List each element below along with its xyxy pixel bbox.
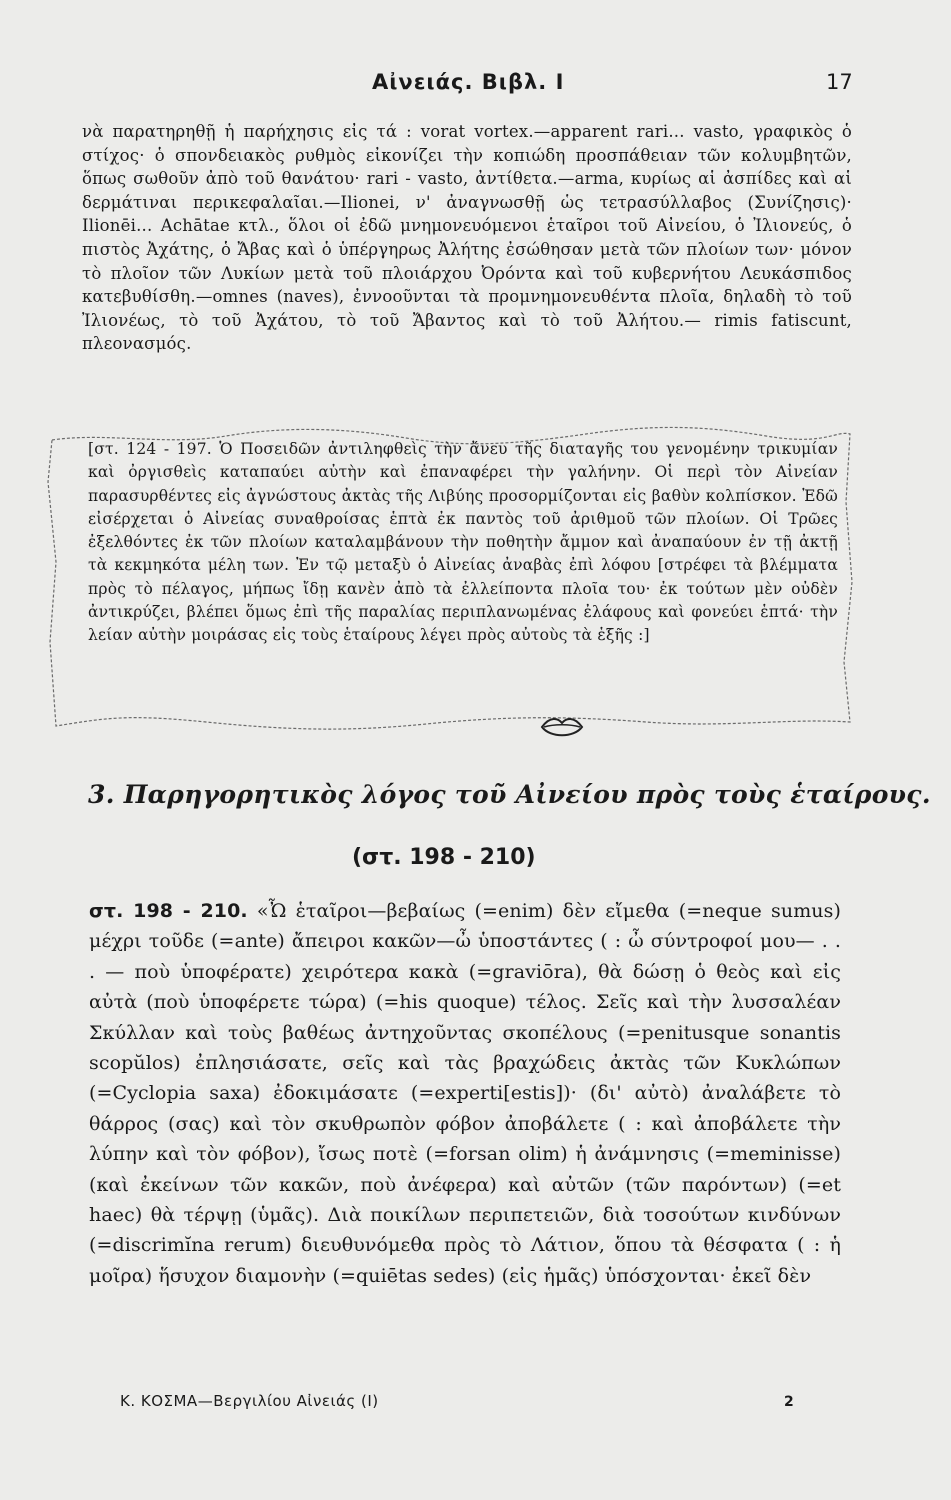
- translation-text: «Ὦ ἑταῖροι—βεβαίως (=enim) δὲν εἴμεθα (=neque sumus) μέχρι τοῦδε (=ante) ἄπειροι κακῶν—ὦ ὑποστάντες ( : ὦ σύντροφοί μου— . . . — ποὺ ὑποφέρατε) χειρότερα κακὰ (=graviōra), θὰ δώσῃ ὁ θεὸς καὶ εἰς αὐτὰ (ποὺ ὑποφέρετε τώρα) (=his quoque) τέλος. Σεῖς καὶ τὴν λυσσαλέαν Σκύλλαν καὶ τοὺς βαθέως ἀντηχοῦντας σκοπέλους (=penitusque sonantis scopŭlos) ἐπλησιάσατε, σεῖς καὶ τὰς βραχώδεις ἀκτὰς τῶν Κυκλώπων (=Cyclopia saxa) ἐδοκιμάσατε (=experti[estis])· (δι' αὐτὸ) ἀναλάβετε τὸ θάρρος (σας) καὶ τὸν σκυθρωπὸν φόβον ἀποβάλετε ( : καὶ ἀποβάλετε τὴν λύπην καὶ τὸν φόβον), ἴσως ποτὲ (=forsan olim) ἡ ἀνάμνησις (=meminisse) (καὶ ἐκείνων τῶν κακῶν, ποὺ ἀνέφερα) καὶ αὐτῶν (τῶν παρόντων) (=et haec) θὰ τέρψῃ (ὑμᾶς). Διὰ ποικίλων περιπετειῶν, διὰ τοσούτων κινδύνων (=discrimĭna rerum) διευθυνόμεθα πρὸς τὸ Λάτιον, ὅπου τὰ θέσφατα ( : ἡ μοῖρα) ἥσυχον διαμονὴν (=quiētas sedes) (εἰς ἡμᾶς) ὑπόσχονται· ἐκεῖ δὲν: [89, 900, 842, 1287]
- verse-reference: στ. 198 - 210.: [89, 900, 248, 922]
- page-number: 17: [826, 70, 853, 94]
- translation-paragraph: [89, 896, 841, 1291]
- running-header: [0, 66, 951, 102]
- signature-mark: 2: [784, 1394, 794, 1410]
- commentary-block: [82, 120, 852, 356]
- commentary-text: νὰ παρατηρηθῇ ἡ παρήχησις εἰς τά : vorat vortex.—apparent rari... vasto, γραφικὸς ὁ στίχος· ὁ σπονδειακὸς ρυθμὸς εἰκονίζει τὴν κοπιώδη προσπάθειαν τῶν κολυμβητῶν, ὅπως σωθοῦν ἀπὸ τοῦ θανάτου· rari - vasto, ἀντίθετα.—arma, κυρίως αἱ ἀσπίδες καὶ αἱ δερμάτιναι περικεφαλαῖαι.—Ilionei, ν' ἀναγνωσθῇ ὡς τετρασύλλαβος (Συνίζησις)· Ilionēi... Achātae κτλ., ὅλοι οἱ ἐδῶ μνημονευόμενοι ἑταῖροι τοῦ Αἰνείου, ὁ Ἰλιονεύς, ὁ πιστὸς Ἀχάτης, ὁ Ἄβας καὶ ὁ ὑπέργηρως Ἀλήτης ἐσώθησαν μετὰ τῶν πλοίων των· μόνον τὸ πλοῖον τῶν Λυκίων μετὰ τοῦ πλοιάρχου Ὀρόντα καὶ τοῦ κυβερνήτου Λευκάσπιδος κατεβυθίσθη.—omnes (naves), ἐννοοῦνται τὰ προμνημονευθέντα πλοῖα, δηλαδὴ τὸ τοῦ Ἰλιονέως, τὸ τοῦ Ἀχάτου, τὸ τοῦ Ἄβαντος καὶ τὸ τοῦ Ἀλήτου.— rimis fatiscunt, πλεονασμός.: [82, 122, 852, 354]
- footer-signature: Κ. ΚΟΣΜΑ—Βεργιλίου Αἰνειάς (I): [120, 1392, 379, 1410]
- lips-ornament-icon: [540, 714, 584, 740]
- summary-text: [στ. 124 - 197. Ὁ Ποσειδῶν ἀντιληφθεὶς τὴν ἄνευ τῆς διαταγῆς του γενομένην τρικυμίαν καὶ ὀργισθεὶς καταπαύει αὐτὴν καὶ ἐπαναφέρει τὴν γαλήνην. Οἱ περὶ τὸν Αἰνείαν παρασυρθέντες εἰς ἀγνώστους ἀκτὰς τῆς Λιβύης προσορμίζονται εἰς βαθὺν κολπίσκον. Ἐδῶ εἰσέρχεται ὁ Αἰνείας συναθροίσας ἑπτὰ ἐκ παντὸς τοῦ ἀριθμοῦ τῶν πλοίων. Οἱ Τρῶες ἐξελθόντες ἐκ τῶν πλοίων καταλαμβάνουν τὴν ποθητὴν ἄμμον καὶ ἀναπαύουν ἐν τῇ ἀκτῇ τὰ κεκμηκότα μέλη των. Ἐν τῷ μεταξὺ ὁ Αἰνείας ἀναβὰς ἐπὶ λόφου [στρέφει τὰ βλέμματα πρὸς τὸ πέλαγος, μήπως ἴδῃ κανὲν ἀπὸ τὰ ἐλλείποντα πλοῖα του· ἐκ τούτων μὲν οὐδὲν ἀντικρύζει, βλέπει ὅμως ἐπὶ τῆς παραλίας περιπλανωμένας ἐλάφους καὶ φονεύει ἑπτά· τὴν λείαν αὐτὴν μοιράσας εἰς τοὺς ἑταίρους λέγει πρὸς αὐτοὺς τὰ ἑξῆς :]: [88, 440, 838, 645]
- translation-block: [89, 896, 841, 1291]
- section-title: 3. Παρηγορητικὸς λόγος τοῦ Αἰνείου πρὸς τοὺς ἑταίρους.: [88, 780, 931, 809]
- section-subtitle: (στ. 198 - 210): [352, 845, 536, 870]
- summary-block: [88, 438, 838, 648]
- header-title: Αἰνειάς. Βιβλ. I: [372, 70, 565, 94]
